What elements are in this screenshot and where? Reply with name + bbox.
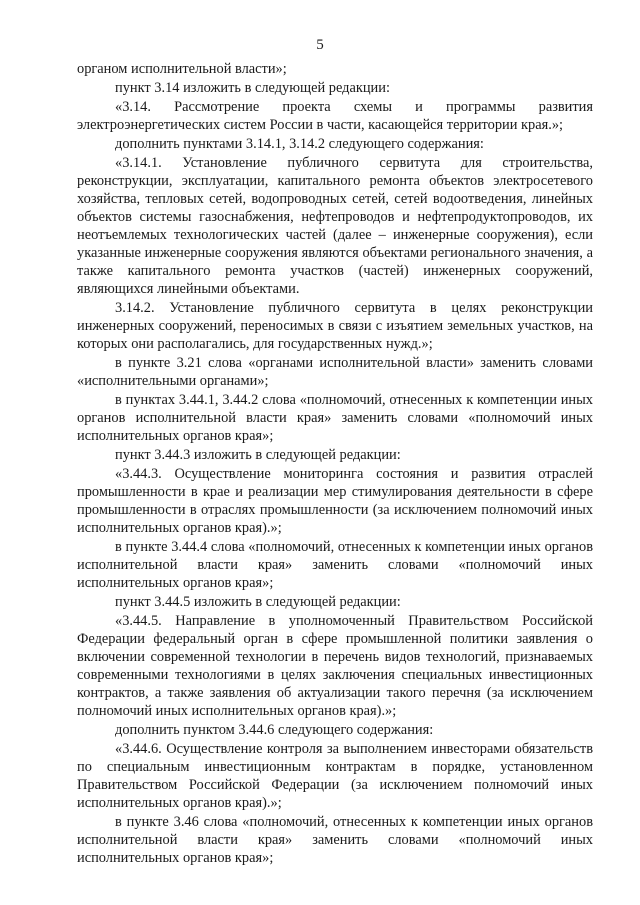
paragraph: «3.14.1. Установление публичного сервитута для строительства, реконструкции, эксплуатации, капитального ремонта объектов электросетевого хозяйства, тепловых сетей, водопроводных сетей, сетей водоотведения, линейных объектов системы газоснабжения, нефтепроводов и нефтепродуктопроводов, их неотъемлемых технологических частей (далее – инженерные сооружения), если указанные инженерные сооружения являются объектами регионального значения, а также капитального ремонта участков (частей) инженерных сооружений, являющихся линейными объектами. bbox=[77, 155, 593, 297]
paragraph: «3.44.5. Направление в уполномоченный Правительством Российской Федерации федеральный орган в сфере промышленной политики заявления о включении современной технологии в перечень видов технологий, признаваемых современными технологиями в целях заключения специальных инвестиционных контрактов, а также заявления об актуализации такого перечня (за исключением полномочий иных исполнительных органов края).»; bbox=[77, 613, 593, 719]
paragraph: в пункте 3.46 слова «полномочий, отнесенных к компетенции иных органов исполнительной власти края» заменить словами «полномочий иных исполнительных органов края»; bbox=[77, 814, 593, 866]
paragraph: дополнить пунктами 3.14.1, 3.14.2 следующего содержания: bbox=[115, 136, 484, 152]
paragraph: пункт 3.44.3 изложить в следующей редакции: bbox=[115, 447, 401, 463]
paragraph: в пункте 3.44.4 слова «полномочий, отнесенных к компетенции иных органов исполнительной власти края» заменить словами «полномочий иных исполнительных органов края»; bbox=[77, 539, 593, 591]
document-body bbox=[77, 60, 593, 868]
paragraph: в пунктах 3.44.1, 3.44.2 слова «полномочий, отнесенных к компетенции иных органов исполнительной власти края» заменить словами «полномочий иных исполнительных органов края»; bbox=[77, 392, 593, 444]
paragraph: дополнить пунктом 3.44.6 следующего содержания: bbox=[115, 722, 434, 738]
paragraph: в пункте 3.21 слова «органами исполнительной власти» заменить словами «исполнительными органами»; bbox=[77, 355, 593, 389]
paragraph: 3.14.2. Установление публичного сервитута в целях реконструкции инженерных сооружений, переносимых в связи с изъятием земельных участков, на которых они располагались, для государственных нужд.»; bbox=[77, 300, 593, 352]
paragraph: «3.44.3. Осуществление мониторинга состояния и развития отраслей промышленности в крае и реализации мер стимулирования деятельности в сфере промышленности в отраслях промышленности (за исключением полномочий иных исполнительных органов края).»; bbox=[77, 466, 593, 536]
paragraph: «3.14. Рассмотрение проекта схемы и программы развития электроэнергетических систем России в части, касающейся территории края.»; bbox=[77, 99, 593, 133]
paragraph: органом исполнительной власти»; bbox=[77, 61, 287, 77]
page-number: 5 bbox=[316, 37, 324, 53]
paragraph: «3.44.6. Осуществление контроля за выполнением инвесторами обязательств по специальным инвестиционным контрактам в порядке, установленном Правительством Российской Федерации (за исключением полномочий иных исполнительных органов края).»; bbox=[77, 741, 593, 811]
paragraph: пункт 3.14 изложить в следующей редакции: bbox=[115, 80, 390, 96]
paragraph: пункт 3.44.5 изложить в следующей редакции: bbox=[115, 594, 401, 610]
